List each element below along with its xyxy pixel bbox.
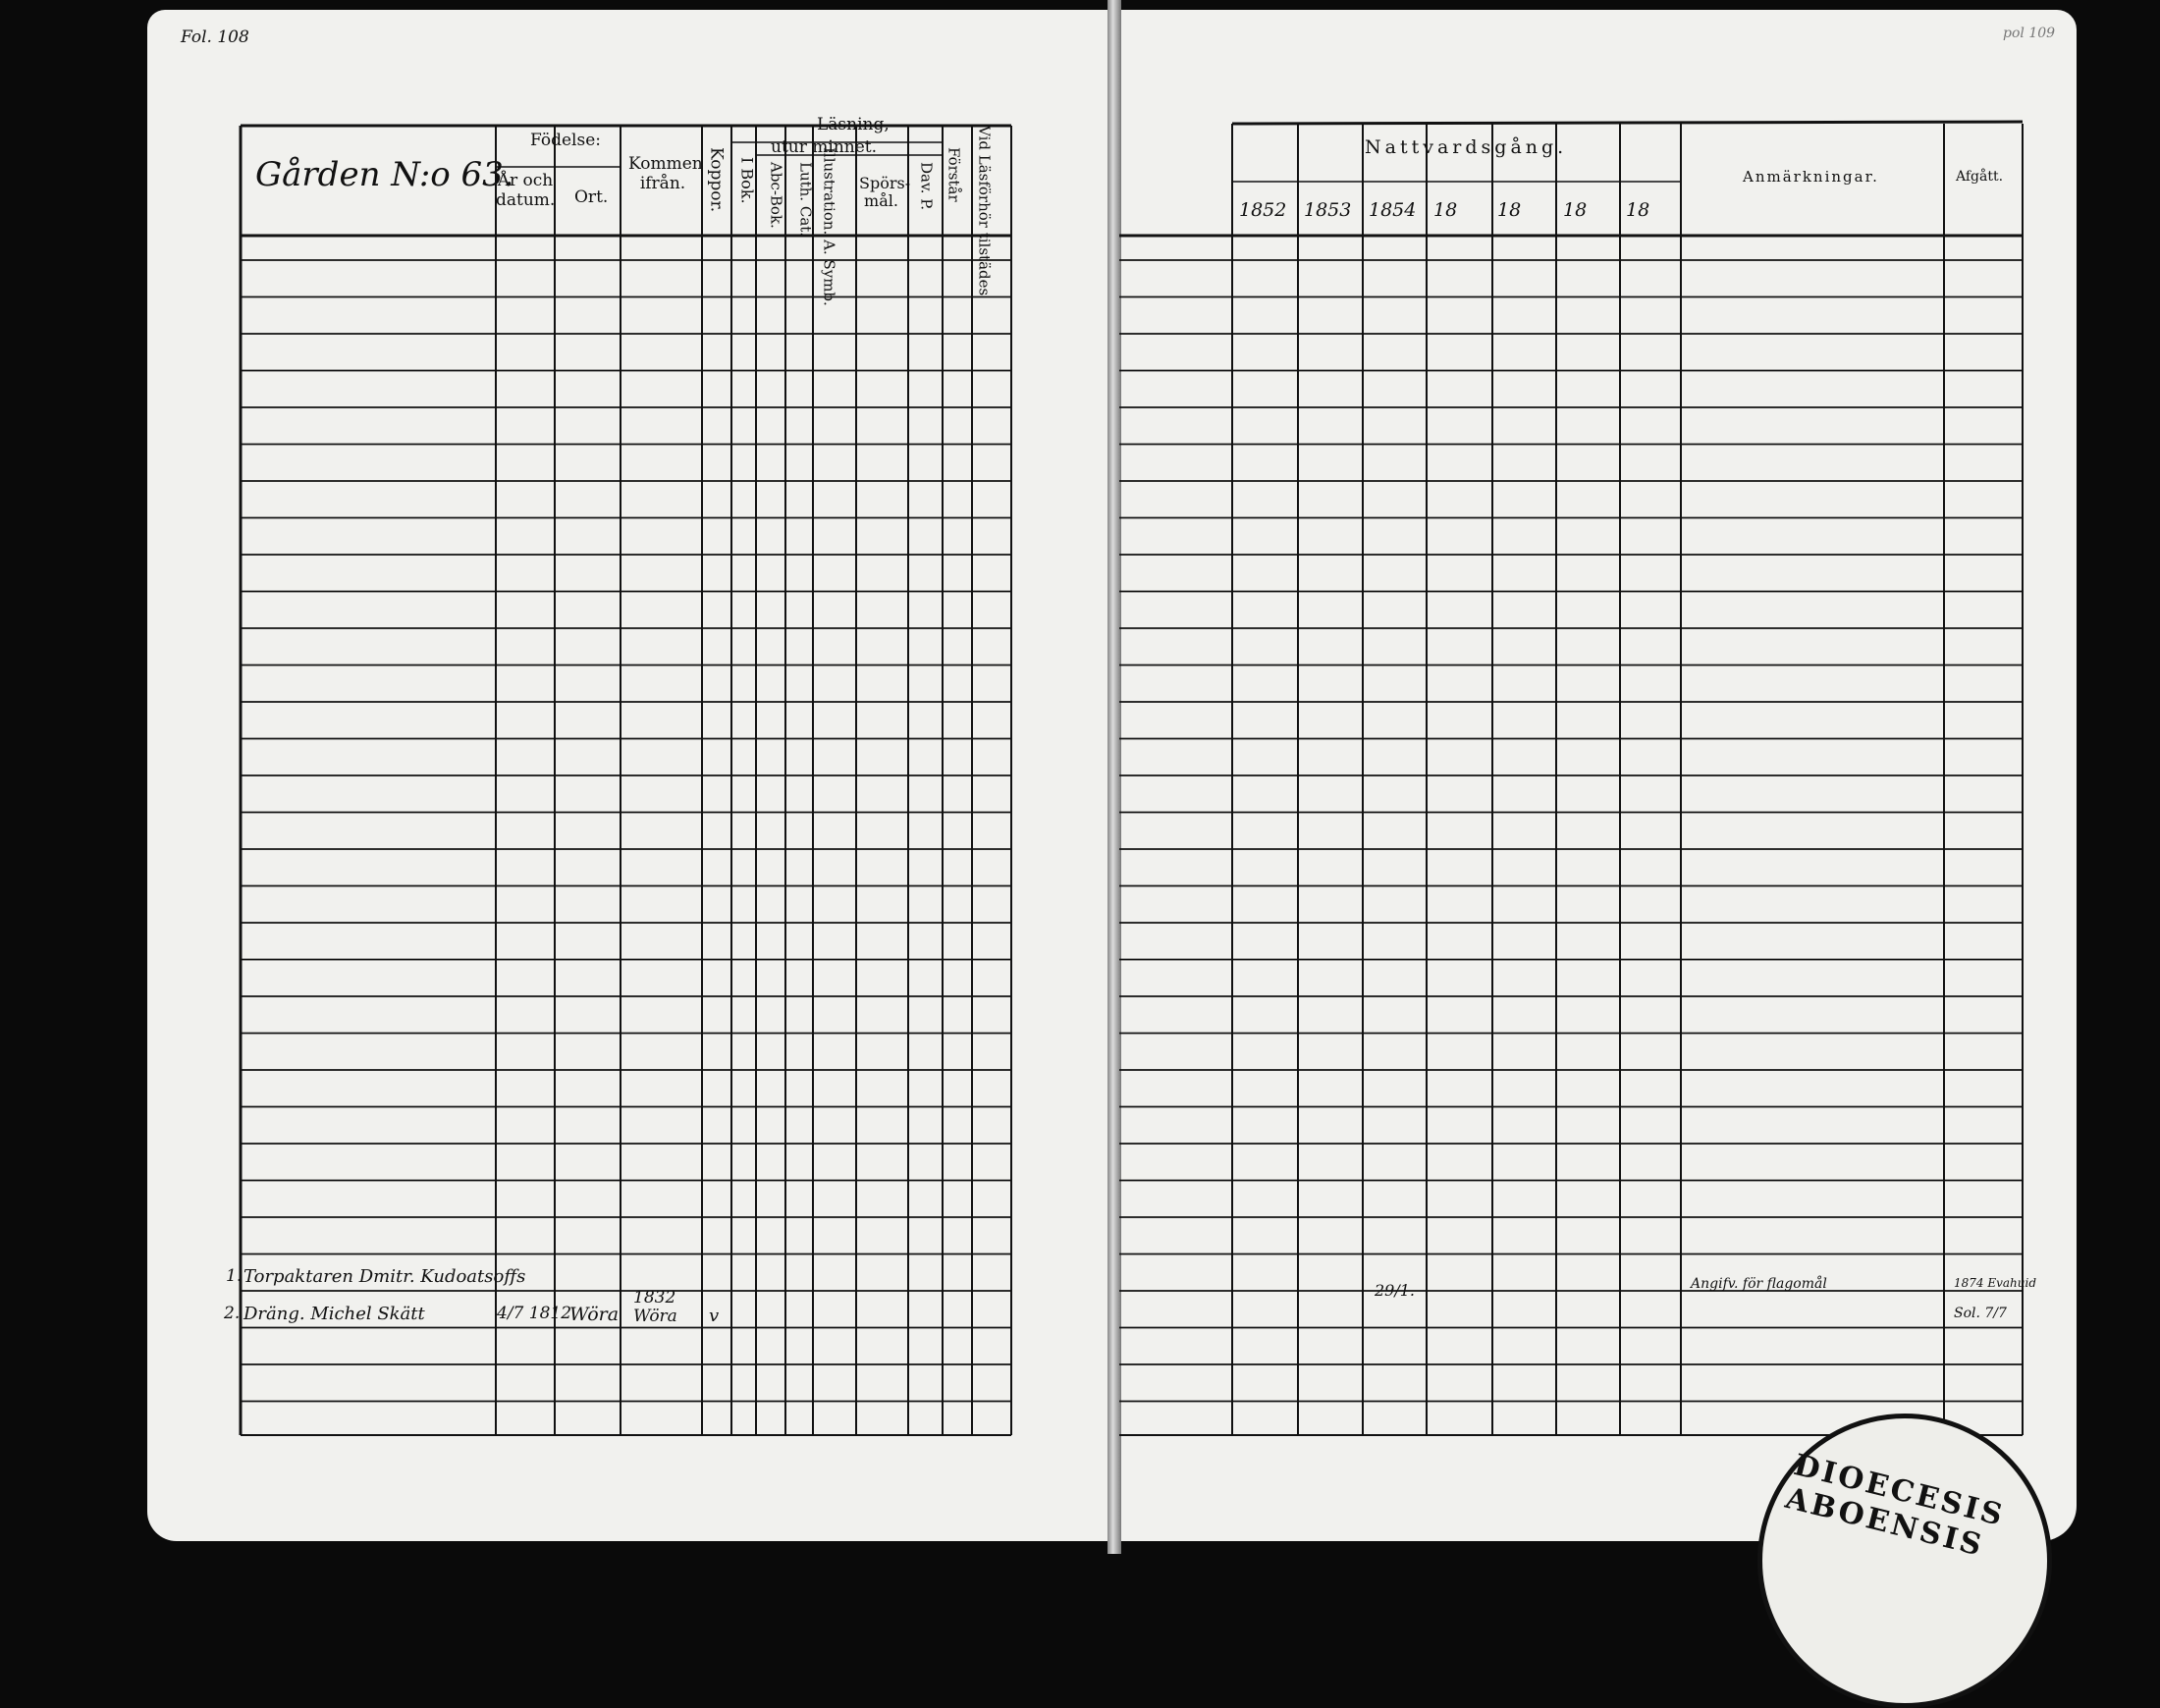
header-luth: Luth. Cat. [796,162,815,238]
header-anmarkningar: Anmärkningar. [1743,168,1879,186]
header-darp: Dav. P. [917,162,936,211]
entry-2-afgatt: Sol. 7/7 [1954,1306,2007,1321]
year-label: 1853 [1304,199,1352,221]
header-nattvardsgang: Nattvardsgång. [1365,136,1568,158]
header-lasning: Läsning, [817,115,890,134]
folio-number-right: pol 109 [2003,26,2056,41]
header-sporsmal: Spörs-mål. [859,174,911,211]
year-label: 18 [1626,199,1650,221]
header-utur-minnet: utur minnet. [771,137,878,157]
entry-1-anmarkning: Angifv. för flagomål [1691,1276,1827,1292]
entry-2-number: 2. [224,1304,241,1323]
entry-1-afgatt: 1874 Evahuid [1954,1276,2037,1290]
stamp-text: DIOECESIS ABOENSIS [1782,1448,2009,1564]
entry-2-koppor: v [709,1306,720,1326]
header-vid-lasforhor: Vid Läsförhör tilstädes [975,126,994,296]
header-ibok: I Bok. [737,157,757,204]
entry-2-from: 1832 Wöra [633,1288,677,1326]
year-label: 18 [1433,199,1458,221]
entry-2-name: Dräng. Michel Skätt [243,1304,425,1324]
year-label: 1854 [1369,199,1417,221]
entry-2-birthdate: 4/7 1812 [497,1304,572,1323]
header-kommen: Kommen ifrån. [628,154,703,193]
entry-2-birthplace: Wöra [569,1304,620,1325]
year-label: 18 [1497,199,1522,221]
header-forstar: Förstår [945,147,963,202]
header-afgatt: Afgått. [1956,169,2004,185]
year-label: 18 [1563,199,1588,221]
header-ar-datum: År och datum. [496,171,556,210]
right-top-border [1232,122,2023,124]
header-koppor: Koppor. [706,147,727,213]
entry-1-name: Torpaktaren Dmitr. Kudoatsoffs [243,1266,526,1287]
farm-title: Gården N:o 63. [255,155,514,194]
header-illustr: Illustration. A. Symb. [820,147,838,306]
header-abcbok: Abc-Bok. [767,162,785,229]
header-fodelse: Födelse: [530,131,601,150]
header-ort: Ort. [574,187,609,207]
year-label: 1852 [1239,199,1287,221]
entry-2-nattvard: 29/1. [1375,1281,1416,1300]
folio-number: Fol. 108 [181,27,249,47]
entry-1-number: 1. [226,1266,243,1286]
